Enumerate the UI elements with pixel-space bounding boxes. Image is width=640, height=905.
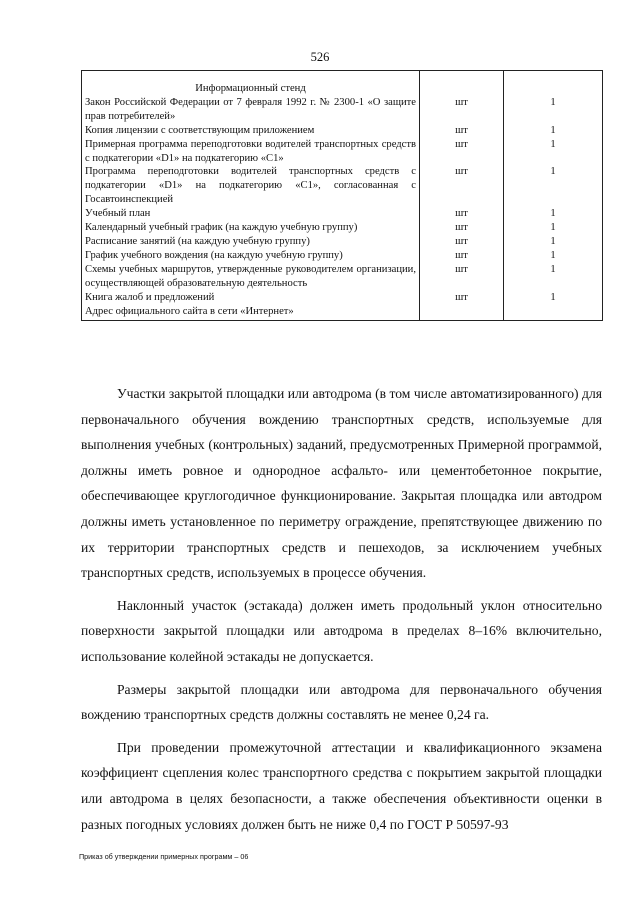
table-cell-unit — [420, 71, 504, 124]
table-item-qty: 1 — [550, 96, 556, 108]
table-row — [82, 165, 603, 207]
table-cell-unit: шт — [420, 138, 504, 166]
equipment-table-grid — [81, 70, 603, 321]
table-item-name: Закон Российской Федерации от 7 февраля 1992 г. № 2300-1 «О защите прав потребителей» — [85, 96, 416, 122]
table-cell-qty: 1 — [504, 263, 603, 291]
table-row — [82, 124, 603, 138]
paragraph: Наклонный участок (эстакада) должен иметь продольный уклон относительно поверхности закрытой площадки или автодрома в пределах 8–16% включительно, использование колейной эстакады не допускается. — [81, 597, 602, 664]
table-cell-qty: 1 — [504, 221, 603, 235]
table-cell-unit: шт — [420, 263, 504, 291]
table-cell-qty: 1 — [504, 291, 603, 305]
table-cell-qty — [504, 305, 603, 321]
table-row — [82, 263, 603, 291]
footer-note: Приказ об утверждении примерных программ – 06 — [79, 852, 249, 861]
table-cell-unit: шт — [420, 249, 504, 263]
table-row — [82, 235, 603, 249]
page-number: 526 — [310, 50, 330, 64]
table-cell-qty: 1 — [504, 124, 603, 138]
table-cell-name: Календарный учебный график (на каждую учебную группу) — [82, 221, 420, 235]
table-cell-name: Копия лицензии с соответствующим приложением — [82, 124, 420, 138]
table-cell-name: Учебный план — [82, 207, 420, 221]
table-cell-qty: 1 — [504, 138, 603, 166]
table-cell-unit: шт — [420, 235, 504, 249]
table-section-header: Информационный стенд — [195, 83, 306, 94]
table-cell-unit: шт — [420, 291, 504, 305]
table-cell-name: График учебного вождения (на каждую учебную группу) — [82, 249, 420, 263]
table-cell-name: Примерная программа переподготовки водителей транспортных средств с подкатегории «D1» на подкатегорию «C1» — [82, 138, 420, 166]
table-cell-name: Книга жалоб и предложений — [82, 291, 420, 305]
table-cell-name: Адрес официального сайта в сети «Интернет» — [82, 305, 420, 321]
body-text — [81, 381, 602, 837]
table-cell-name: Схемы учебных маршрутов, утвержденные руководителем организации, осуществляющей образовательную деятельность — [82, 263, 420, 291]
paragraph: Размеры закрытой площадки или автодрома для первоначального обучения вождению транспортных средств должны составлять не менее 0,24 га. — [81, 681, 602, 723]
table-cell-name: Расписание занятий (на каждую учебную группу) — [82, 235, 420, 249]
table-row — [82, 221, 603, 235]
table-row — [82, 249, 603, 263]
table-cell-qty: 1 — [504, 235, 603, 249]
table-cell-qty: 1 — [504, 249, 603, 263]
paragraph: При проведении промежуточной аттестации и квалификационного экзамена коэффициент сцепления колес транспортного средства с покрытием закрытой площадки или автодрома в целях безопасности, а также обеспечения объективности оценки в разных погодных условиях должен быть не ниже 0,4 по ГОСТ Р 50597-93 — [81, 739, 602, 832]
table-cell-qty: 1 — [504, 165, 603, 207]
table-cell-unit: шт — [420, 165, 504, 207]
table-cell-unit: шт — [420, 221, 504, 235]
table-cell-name — [82, 71, 420, 124]
table-cell-qty — [504, 71, 603, 124]
table-row — [82, 207, 603, 221]
equipment-table — [81, 70, 603, 321]
table-row — [82, 138, 603, 166]
table-cell-unit: шт — [420, 207, 504, 221]
table-item-unit: шт — [455, 96, 468, 108]
table-cell-unit — [420, 305, 504, 321]
table-row — [82, 71, 603, 124]
paragraph: Участки закрытой площадки или автодрома (в том числе автоматизированного) для первоначального обучения вождению транспортных средств, используемые для выполнения учебных (контрольных) заданий, предусмотренных Примерной программой, должны иметь ровное и однородное асфальто- или цементобетонное покрытие, обеспечивающее круглогодичное функционирование. Закрытая площадка или автодром должны иметь установленное по периметру ограждение, препятствующее движению по их территории транспортных средств и пешеходов, за исключением учебных транспортных средств, используемых в процессе обучения. — [81, 386, 602, 581]
table-row — [82, 291, 603, 305]
table-cell-name: Программа переподготовки водителей транспортных средств с подкатегории «D1» на подкатегорию «C1», согласованная с Госавтоинспекцией — [82, 165, 420, 207]
table-row — [82, 305, 603, 321]
table-cell-qty: 1 — [504, 207, 603, 221]
table-cell-unit: шт — [420, 124, 504, 138]
